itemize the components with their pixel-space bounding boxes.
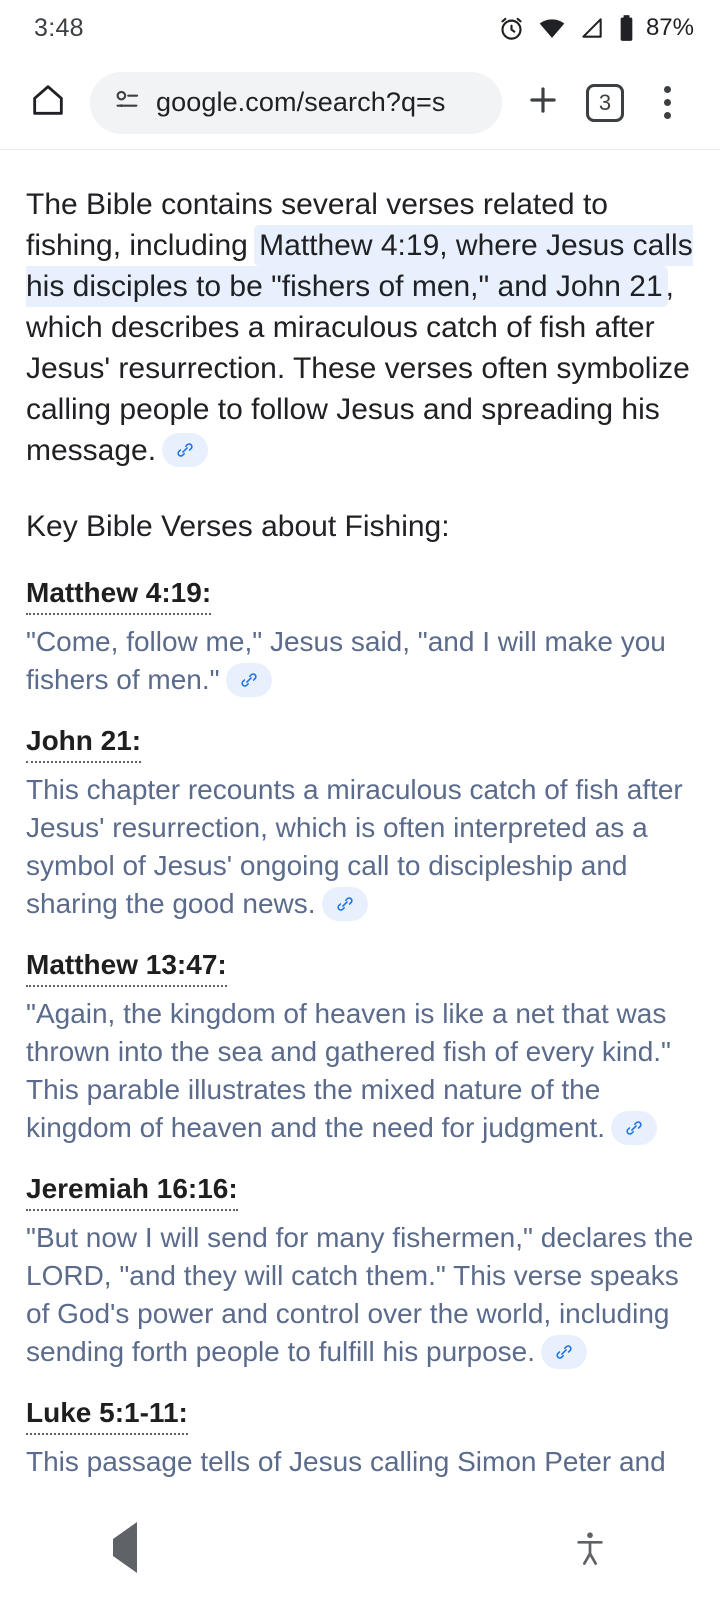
verse-description [26, 1219, 694, 1371]
verse-description-text: "Again, the kingdom of heaven is like a net that was thrown into the sea and gathered fish of every kind." This parable illustrates the mixed nature of the kingdom of heaven and the need for judgment. [26, 998, 671, 1143]
signal-icon [579, 15, 605, 41]
citation-chip[interactable] [611, 1111, 657, 1145]
alarm-icon [498, 15, 525, 42]
browser-toolbar [0, 56, 720, 150]
verse-item [26, 723, 694, 923]
section-heading: Key Bible Verses about Fishing: [26, 510, 450, 543]
verse-description-text: "But now I will send for many fishermen," declares the LORD, "and they will catch them." This verse speaks of God's power and control over the world, including sending forth people to fulfill his purpose. [26, 1222, 694, 1367]
overview-text-part2: , which describes a miraculous catch of fish after Jesus' resurrection. These verses often symbolize calling people to follow Jesus and spreading his message. [26, 270, 690, 467]
verse-item [26, 947, 694, 1147]
wifi-icon [538, 14, 566, 42]
nav-accessibility-button[interactable] [573, 1529, 607, 1567]
url-bar[interactable] [90, 72, 502, 134]
plus-icon [524, 81, 562, 124]
ai-overview-paragraph [26, 184, 694, 471]
citation-chip[interactable] [162, 433, 208, 467]
home-icon [28, 80, 68, 125]
tab-count-badge: 3 [586, 84, 624, 122]
verse-reference[interactable]: Jeremiah 16:16: [26, 1171, 238, 1211]
verse-item [26, 575, 694, 699]
more-options-icon [664, 86, 671, 119]
new-tab-button[interactable] [512, 72, 574, 134]
citation-chip[interactable] [322, 887, 368, 921]
verse-description [26, 623, 694, 699]
verse-item [26, 1395, 694, 1481]
verse-description: This passage tells of Jesus calling Simon Peter and [26, 1446, 666, 1477]
verse-reference[interactable]: John 21: [26, 723, 141, 763]
verse-description-text: "Come, follow me," Jesus said, "and I will make you fishers of men." [26, 626, 666, 695]
status-clock: 3:48 [34, 13, 84, 42]
verse-item [26, 1171, 694, 1371]
verse-reference[interactable]: Matthew 13:47: [26, 947, 227, 987]
android-navigation-bar [0, 1496, 720, 1600]
search-result-content [0, 150, 720, 1496]
verse-description [26, 995, 694, 1147]
status-icons [498, 14, 694, 42]
citation-chip[interactable] [226, 663, 272, 697]
url-text[interactable]: google.com/search?q=s [156, 87, 446, 117]
site-permissions-icon[interactable] [112, 85, 142, 120]
verse-description-text: This chapter recounts a miraculous catch of fish after Jesus' resurrection, which is often interpreted as a symbol of Jesus' ongoing call to discipleship and sharing the good news. [26, 774, 683, 919]
verse-description [26, 771, 694, 923]
battery-icon [618, 14, 635, 42]
overview-highlighted-text: Matthew 4:19, where Jesus calls his disciples to be "fishers of men," and John 21 [26, 229, 693, 303]
tab-switcher-button[interactable] [574, 72, 636, 134]
citation-chip[interactable] [541, 1335, 587, 1369]
status-bar [0, 0, 720, 56]
nav-back-button[interactable] [113, 1539, 137, 1557]
battery-percentage: 87% [645, 14, 694, 41]
back-triangle-icon [113, 1522, 137, 1573]
verse-reference[interactable]: Matthew 4:19: [26, 575, 211, 615]
home-button[interactable] [20, 75, 76, 131]
overview-text-part1: The Bible contains several verses related to fishing, including [26, 188, 608, 262]
verse-reference[interactable]: Luke 5:1-11: [26, 1395, 188, 1435]
browser-menu-button[interactable] [636, 72, 698, 134]
accessibility-icon [573, 1529, 607, 1567]
